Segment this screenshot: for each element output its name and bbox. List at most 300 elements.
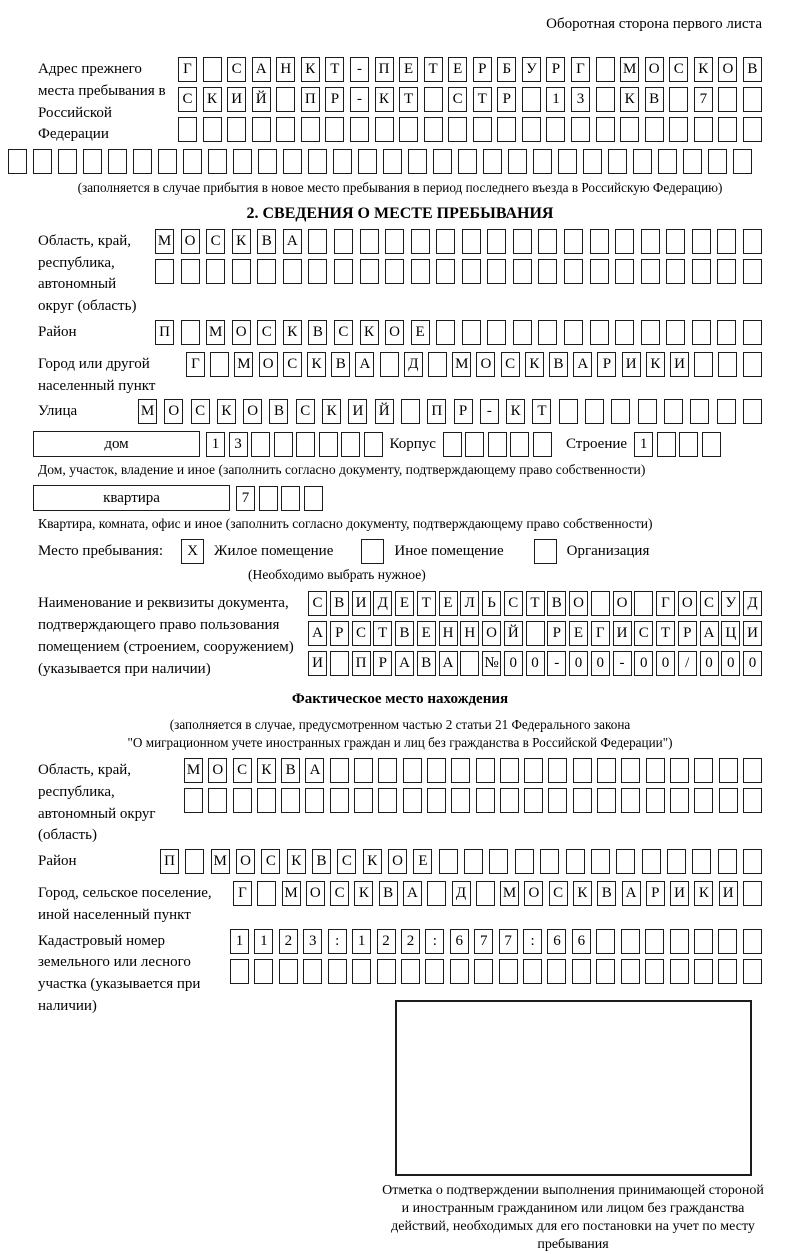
char-cell[interactable] [408,149,427,174]
char-cell[interactable] [276,87,295,112]
char-cell[interactable] [670,758,689,783]
char-cell[interactable] [439,849,458,874]
char-cell[interactable]: 7 [499,929,518,954]
char-cell[interactable] [333,149,352,174]
char-cell[interactable] [524,788,543,813]
char-cell[interactable] [206,259,225,284]
char-cell[interactable] [692,259,711,284]
char-cell[interactable] [411,229,430,254]
char-cell[interactable] [303,959,322,984]
char-cell[interactable] [523,959,542,984]
char-cell[interactable]: К [283,320,302,345]
char-cell[interactable]: В [330,591,349,616]
char-cell[interactable] [487,229,506,254]
char-cell[interactable]: И [352,591,371,616]
char-cell[interactable]: К [217,399,236,424]
char-cell[interactable] [641,229,660,254]
char-cell[interactable]: А [395,651,414,676]
char-cell[interactable] [401,959,420,984]
char-cell[interactable] [590,259,609,284]
char-cell[interactable] [743,352,762,377]
char-cell[interactable] [564,259,583,284]
char-cell[interactable]: К [354,881,373,906]
char-cell[interactable]: С [308,591,327,616]
char-cell[interactable]: О [236,849,255,874]
char-cell[interactable] [133,149,152,174]
char-cell[interactable]: 1 [634,432,653,457]
char-cell[interactable]: О [524,881,543,906]
char-cell[interactable] [375,117,394,142]
char-cell[interactable]: И [670,352,689,377]
char-cell[interactable] [304,486,323,511]
char-cell[interactable]: О [645,57,664,82]
char-cell[interactable]: О [613,591,632,616]
char-cell[interactable] [548,758,567,783]
char-cell[interactable]: Ц [721,621,740,646]
char-cell[interactable]: 0 [504,651,523,676]
char-cell[interactable]: 3 [229,432,248,457]
char-cell[interactable]: С [206,229,225,254]
char-cell[interactable] [583,149,602,174]
char-cell[interactable]: 1 [254,929,273,954]
char-cell[interactable]: Р [330,621,349,646]
char-cell[interactable] [308,259,327,284]
char-cell[interactable]: С [448,87,467,112]
char-cell[interactable]: 2 [377,929,396,954]
char-cell[interactable] [462,320,481,345]
char-cell[interactable]: 0 [743,651,762,676]
char-cell[interactable] [358,149,377,174]
char-cell[interactable]: М [206,320,225,345]
char-cell[interactable] [571,117,590,142]
char-cell[interactable] [596,87,615,112]
char-cell[interactable] [743,259,762,284]
char-cell[interactable]: В [269,399,288,424]
char-cell[interactable]: Г [656,591,675,616]
char-cell[interactable] [718,352,737,377]
char-cell[interactable] [257,788,276,813]
char-cell[interactable]: В [645,87,664,112]
char-cell[interactable] [259,486,278,511]
char-cell[interactable]: В [597,881,616,906]
char-cell[interactable] [513,229,532,254]
char-cell[interactable] [296,432,315,457]
char-cell[interactable] [670,929,689,954]
char-cell[interactable] [558,149,577,174]
char-cell[interactable]: П [160,849,179,874]
char-cell[interactable] [559,399,578,424]
char-cell[interactable] [476,788,495,813]
char-cell[interactable]: Р [473,57,492,82]
char-cell[interactable]: В [395,621,414,646]
char-cell[interactable] [690,399,709,424]
char-cell[interactable] [694,959,713,984]
char-cell[interactable] [281,788,300,813]
char-cell[interactable] [538,229,557,254]
char-cell[interactable] [694,929,713,954]
house-type-box[interactable]: дом [33,431,200,457]
char-cell[interactable] [585,399,604,424]
char-cell[interactable]: С [337,849,356,874]
char-cell[interactable]: К [646,352,665,377]
char-cell[interactable] [694,117,713,142]
char-cell[interactable] [590,229,609,254]
char-cell[interactable]: О [181,229,200,254]
char-cell[interactable] [378,788,397,813]
char-cell[interactable] [717,259,736,284]
char-cell[interactable]: В [257,229,276,254]
char-cell[interactable] [743,758,762,783]
char-cell[interactable] [670,959,689,984]
char-cell[interactable] [743,788,762,813]
char-cell[interactable]: Й [504,621,523,646]
char-cell[interactable]: О [385,320,404,345]
char-cell[interactable]: Т [526,591,545,616]
char-cell[interactable] [526,621,545,646]
char-cell[interactable] [334,259,353,284]
char-cell[interactable] [646,758,665,783]
char-cell[interactable]: О [243,399,262,424]
char-cell[interactable] [694,758,713,783]
char-cell[interactable] [743,959,762,984]
char-cell[interactable] [596,929,615,954]
char-cell[interactable] [476,881,495,906]
char-cell[interactable] [425,959,444,984]
char-cell[interactable]: Е [395,591,414,616]
char-cell[interactable]: К [375,87,394,112]
char-cell[interactable]: 6 [572,929,591,954]
char-cell[interactable]: К [307,352,326,377]
apartment-type-box[interactable]: квартира [33,485,230,511]
char-cell[interactable]: К [287,849,306,874]
char-cell[interactable] [615,320,634,345]
char-cell[interactable] [341,432,360,457]
char-cell[interactable]: 7 [474,929,493,954]
char-cell[interactable] [203,117,222,142]
char-cell[interactable] [458,149,477,174]
char-cell[interactable] [350,117,369,142]
char-cell[interactable] [274,432,293,457]
char-cell[interactable] [487,320,506,345]
char-cell[interactable] [83,149,102,174]
char-cell[interactable] [181,259,200,284]
char-cell[interactable]: Е [411,320,430,345]
char-cell[interactable]: О [569,591,588,616]
char-cell[interactable] [424,117,443,142]
char-cell[interactable]: Л [460,591,479,616]
char-cell[interactable] [573,788,592,813]
char-cell[interactable]: 7 [236,486,255,511]
char-cell[interactable]: Е [569,621,588,646]
char-cell[interactable]: К [301,57,320,82]
char-cell[interactable]: Г [233,881,252,906]
char-cell[interactable] [354,788,373,813]
char-cell[interactable] [364,432,383,457]
char-cell[interactable] [427,758,446,783]
char-cell[interactable]: К [232,229,251,254]
char-cell[interactable] [533,432,552,457]
char-cell[interactable] [281,486,300,511]
char-cell[interactable] [538,259,557,284]
char-cell[interactable] [621,929,640,954]
char-cell[interactable] [694,788,713,813]
char-cell[interactable]: 0 [591,651,610,676]
char-cell[interactable] [108,149,127,174]
char-cell[interactable] [510,432,529,457]
char-cell[interactable]: Й [375,399,394,424]
char-cell[interactable]: В [379,881,398,906]
char-cell[interactable]: С [634,621,653,646]
char-cell[interactable]: Н [439,621,458,646]
char-cell[interactable] [499,959,518,984]
char-cell[interactable]: С [233,758,252,783]
char-cell[interactable]: И [348,399,367,424]
char-cell[interactable]: А [355,352,374,377]
char-cell[interactable]: 6 [547,929,566,954]
char-cell[interactable] [330,651,349,676]
char-cell[interactable] [489,849,508,874]
char-cell[interactable]: 2 [401,929,420,954]
char-cell[interactable]: Ь [482,591,501,616]
char-cell[interactable] [611,399,630,424]
char-cell[interactable] [596,117,615,142]
char-cell[interactable] [497,117,516,142]
char-cell[interactable] [564,229,583,254]
char-cell[interactable] [638,399,657,424]
char-cell[interactable] [743,399,762,424]
char-cell[interactable] [500,788,519,813]
char-cell[interactable] [155,259,174,284]
char-cell[interactable]: С [261,849,280,874]
char-cell[interactable] [488,432,507,457]
char-cell[interactable] [743,929,762,954]
char-cell[interactable] [257,881,276,906]
char-cell[interactable] [719,758,738,783]
char-cell[interactable] [178,117,197,142]
char-cell[interactable] [258,149,277,174]
char-cell[interactable]: О [388,849,407,874]
char-cell[interactable]: Р [497,87,516,112]
char-cell[interactable] [319,432,338,457]
char-cell[interactable] [308,149,327,174]
char-cell[interactable] [500,758,519,783]
char-cell[interactable] [483,149,502,174]
char-cell[interactable] [330,758,349,783]
char-cell[interactable]: П [352,651,371,676]
char-cell[interactable] [383,149,402,174]
char-cell[interactable]: Р [454,399,473,424]
char-cell[interactable] [615,259,634,284]
char-cell[interactable] [436,320,455,345]
char-cell[interactable] [399,117,418,142]
char-cell[interactable] [411,259,430,284]
char-cell[interactable] [513,320,532,345]
char-cell[interactable] [692,229,711,254]
char-cell[interactable] [743,117,762,142]
char-cell[interactable] [232,259,251,284]
char-cell[interactable] [642,849,661,874]
char-cell[interactable] [718,959,737,984]
char-cell[interactable] [666,259,685,284]
char-cell[interactable]: - [480,399,499,424]
char-cell[interactable]: 0 [656,651,675,676]
char-cell[interactable] [233,149,252,174]
char-cell[interactable] [522,117,541,142]
char-cell[interactable] [283,259,302,284]
char-cell[interactable] [641,259,660,284]
char-cell[interactable] [616,849,635,874]
char-cell[interactable]: : [328,929,347,954]
char-cell[interactable]: О [259,352,278,377]
char-cell[interactable] [634,591,653,616]
char-cell[interactable] [620,117,639,142]
char-cell[interactable] [702,432,721,457]
char-cell[interactable]: Д [743,591,762,616]
char-cell[interactable] [334,229,353,254]
char-cell[interactable] [181,320,200,345]
char-cell[interactable] [203,57,222,82]
char-cell[interactable]: 0 [526,651,545,676]
char-cell[interactable] [460,651,479,676]
char-cell[interactable]: Т [417,591,436,616]
char-cell[interactable] [233,788,252,813]
char-cell[interactable]: С [334,320,353,345]
char-cell[interactable]: П [301,87,320,112]
char-cell[interactable] [385,229,404,254]
char-cell[interactable]: - [547,651,566,676]
char-cell[interactable]: К [694,57,713,82]
char-cell[interactable] [283,149,302,174]
char-cell[interactable] [694,352,713,377]
char-cell[interactable]: А [305,758,324,783]
char-cell[interactable]: 0 [634,651,653,676]
char-cell[interactable]: Р [325,87,344,112]
char-cell[interactable] [669,87,688,112]
char-cell[interactable]: И [227,87,246,112]
char-cell[interactable] [718,929,737,954]
char-cell[interactable] [718,849,737,874]
char-cell[interactable]: О [476,352,495,377]
char-cell[interactable]: : [425,929,444,954]
char-cell[interactable] [251,432,270,457]
char-cell[interactable]: О [164,399,183,424]
char-cell[interactable] [591,591,610,616]
char-cell[interactable]: М [234,352,253,377]
char-cell[interactable] [473,117,492,142]
char-cell[interactable]: А [622,881,641,906]
char-cell[interactable] [597,788,616,813]
char-cell[interactable]: В [308,320,327,345]
char-cell[interactable]: С [257,320,276,345]
char-cell[interactable]: О [482,621,501,646]
char-cell[interactable]: / [678,651,697,676]
char-cell[interactable] [360,229,379,254]
char-cell[interactable] [743,849,762,874]
char-cell[interactable] [476,758,495,783]
char-cell[interactable] [487,259,506,284]
char-cell[interactable] [474,959,493,984]
char-cell[interactable]: О [232,320,251,345]
char-cell[interactable]: Р [373,651,392,676]
char-cell[interactable] [8,149,27,174]
char-cell[interactable]: 3 [571,87,590,112]
char-cell[interactable] [645,929,664,954]
char-cell[interactable]: В [743,57,762,82]
char-cell[interactable] [352,959,371,984]
stay-option-checkbox[interactable] [361,539,384,564]
char-cell[interactable] [743,320,762,345]
char-cell[interactable] [465,432,484,457]
char-cell[interactable]: Р [547,621,566,646]
char-cell[interactable]: 2 [279,929,298,954]
char-cell[interactable]: Г [591,621,610,646]
char-cell[interactable] [230,959,249,984]
char-cell[interactable] [33,149,52,174]
char-cell[interactable]: К [694,881,713,906]
char-cell[interactable] [546,117,565,142]
char-cell[interactable]: М [211,849,230,874]
char-cell[interactable] [717,229,736,254]
char-cell[interactable] [540,849,559,874]
char-cell[interactable]: 1 [206,432,225,457]
char-cell[interactable] [645,117,664,142]
char-cell[interactable] [597,758,616,783]
char-cell[interactable]: Н [460,621,479,646]
char-cell[interactable]: Е [439,591,458,616]
char-cell[interactable]: О [208,758,227,783]
char-cell[interactable] [718,87,737,112]
char-cell[interactable]: К [573,881,592,906]
char-cell[interactable] [572,959,591,984]
char-cell[interactable] [645,959,664,984]
char-cell[interactable]: 0 [569,651,588,676]
char-cell[interactable]: А [700,621,719,646]
char-cell[interactable] [667,849,686,874]
char-cell[interactable]: С [191,399,210,424]
char-cell[interactable] [670,788,689,813]
char-cell[interactable] [330,788,349,813]
char-cell[interactable] [428,352,447,377]
char-cell[interactable]: Е [417,621,436,646]
char-cell[interactable] [403,758,422,783]
char-cell[interactable] [679,432,698,457]
char-cell[interactable] [427,788,446,813]
char-cell[interactable]: Н [276,57,295,82]
char-cell[interactable]: В [281,758,300,783]
char-cell[interactable]: К [203,87,222,112]
char-cell[interactable]: Т [424,57,443,82]
char-cell[interactable]: К [620,87,639,112]
char-cell[interactable] [515,849,534,874]
char-cell[interactable]: Е [399,57,418,82]
char-cell[interactable] [633,149,652,174]
char-cell[interactable]: И [613,621,632,646]
char-cell[interactable]: К [525,352,544,377]
char-cell[interactable] [708,149,727,174]
char-cell[interactable]: И [308,651,327,676]
char-cell[interactable]: Т [473,87,492,112]
char-cell[interactable]: М [620,57,639,82]
char-cell[interactable]: Т [656,621,675,646]
char-cell[interactable]: М [282,881,301,906]
char-cell[interactable]: : [523,929,542,954]
char-cell[interactable] [692,849,711,874]
char-cell[interactable]: О [678,591,697,616]
char-cell[interactable] [658,149,677,174]
char-cell[interactable] [718,117,737,142]
char-cell[interactable] [443,432,462,457]
char-cell[interactable]: С [178,87,197,112]
